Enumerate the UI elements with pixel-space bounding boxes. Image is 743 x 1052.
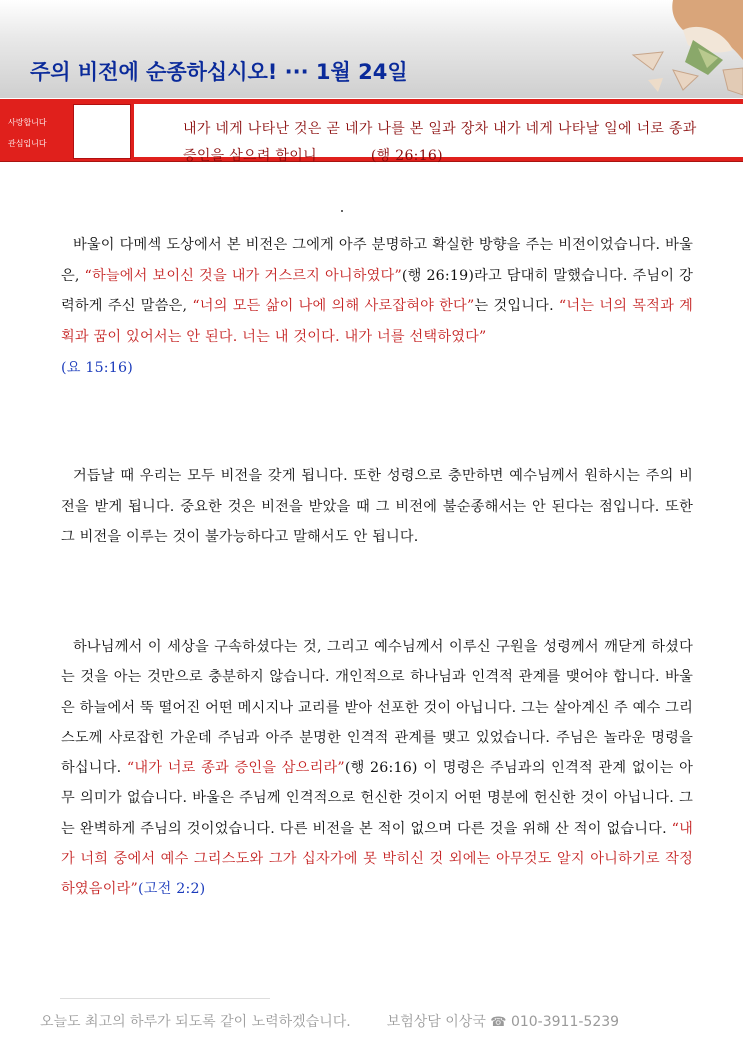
p1-quote-2: “너의 모든 삶이 나에 의해 사로잡혀야 한다” <box>192 298 475 315</box>
footer-divider <box>60 998 270 999</box>
verse-text: 내가 네게 나타난 것은 곧 네가 나를 본 일과 장차 내가 네게 나타날 일에 너로 종과 증인을 삼으려 함이니 <box>183 121 697 164</box>
header-banner <box>0 0 743 98</box>
footer-contact: 보험상담 이상국 <box>386 1014 486 1030</box>
paragraph-3 <box>61 632 693 905</box>
page-title: 주의 비전에 순종하십시오! ··· 1월 24일 <box>30 60 408 84</box>
photo-placeholder <box>73 104 131 159</box>
p3-ref-1: (행 26:16) <box>344 760 418 777</box>
paragraph-2 <box>61 461 693 553</box>
divider-dot <box>341 210 343 212</box>
p2-text: 거듭날 때 우리는 모두 비전을 갖게 됩니다. 또한 성령으로 충만하면 예수님께서 원하시는 주의 비전을 받게 됩니다. 중요한 것은 비전을 받았을 때 그 비전에 불순종해서는 안 된다는 점입니다. 또한 그 비전을 이루는 것이 불가능하다고 말해서도 안 됩니다. <box>61 468 693 546</box>
p1-ref-1: (행 26:19) <box>401 267 475 284</box>
verse-reference: (행 26:16) <box>370 148 443 164</box>
tag-love: 사랑합니다 <box>8 118 47 127</box>
p3-text-d: 이 명령은 주님과의 인격적 관계 없이는 아무 의미가 없습니다. 바울은 주님께 인격적으로 헌신한 것이지 어떤 명분에 헌신한 것이 아닙니다. 그는 완벽하게 주님의 것이었습니다. 다른 비전을 본 적이 없으며 다른 것을 위해 산 적이 없습니다. <box>61 760 694 837</box>
p1-quote-3: “너는 너의 목적과 계획과 꿈이 있어서는 안 된다. 너는 내 것이다. 내가 너를 선택하였다” <box>61 298 694 346</box>
p1-ref-2: (요 15:16) <box>61 359 133 376</box>
paragraph-1 <box>61 230 693 384</box>
key-verse <box>183 116 703 170</box>
p3-text-a: 하나님께서 이 세상을 구속하셨다는 것, 그리고 예수님께서 이루신 구원을 성령께서 깨닫게 하셨다는 것을 아는 것만으로 충분하지 않습니다. 개인적으로 하나님과 인격적 관계를 맺어야 합니다. 바울은 하늘에서 뚝 떨어진 어떤 메시지나 교리를 받아 선포한 것이 아닙니다. 그는 살아계신 주 예수 그리스도께 사로잡힌 가운데 주님과 아주 분명한 인격적 관계를 맺고 있었습니다. 주님은 놀라운 명령을 하십니다. <box>61 639 693 777</box>
phone-icon: ☎ <box>490 1015 507 1030</box>
p1-text-f: 는 것입니다. <box>474 298 559 315</box>
broken-eggshell-icon <box>523 0 743 98</box>
banner-tags <box>8 112 47 154</box>
p1-text-d: 라고 담대히 말했습니다. 주님이 강력하게 주신 말씀은, <box>61 267 693 315</box>
p1-text-a: 바울이 다메섹 도상에서 본 비전은 그에게 아주 분명하고 확실한 방향을 주는 비전이었습니다. 바울은, <box>61 237 693 284</box>
p1-quote-1: “하늘에서 보이신 것을 내가 거스르지 아니하였다” <box>84 267 402 284</box>
footer-message: 오늘도 최고의 하루가 되도록 같이 노력하겠습니다. <box>40 1014 351 1030</box>
p3-ref-2: (고전 2:2) <box>137 881 206 898</box>
tag-interest: 관심입니다 <box>8 139 47 148</box>
footer-phone[interactable]: 010-3911-5239 <box>510 1014 620 1030</box>
footer <box>40 1011 720 1031</box>
p3-quote-2: “내가 너희 중에서 예수 그리스도와 그가 십자가에 못 박히신 것 외에는 아무것도 알지 아니하기로 작정하였음이라” <box>61 820 693 898</box>
p3-quote-1: “내가 너로 종과 증인을 삼으리라” <box>126 760 345 777</box>
